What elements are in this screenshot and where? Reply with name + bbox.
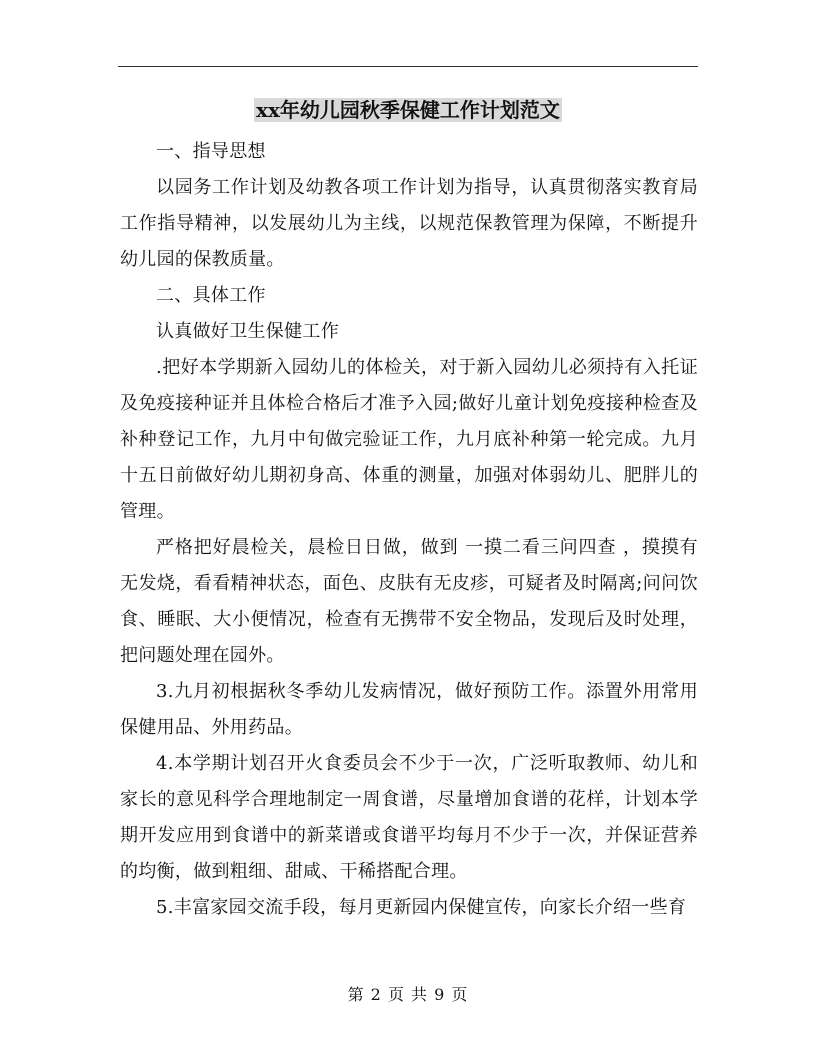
- page-number-footer: 第 2 页 共 9 页: [347, 985, 469, 1004]
- subheading-health-care: 认真做好卫生保健工作: [156, 321, 339, 342]
- paragraph-morning-check: 严格把好晨检关，晨检日日做，做到 一摸二看三问四查 ，摸摸有无发烧，看看精神状态，面色、皮肤有无皮疹，可疑者及时隔离;问问饮食、睡眠、大小便情况，检查有无携带不安全物品，发现后及时处理，把问题处理在园外。: [120, 537, 698, 666]
- paragraph-guiding-thought: 以园务工作计划及幼教各项工作计划为指导，认真贯彻落实教育局工作指导精神，以发展幼儿为主线，以规范保教管理为保障，不断提升幼儿园的保教质量。: [120, 177, 698, 270]
- paragraph-home-communication: 5.丰富家园交流手段，每月更新园内保健宣传，向家长介绍一些育: [156, 897, 687, 918]
- document-body: [120, 134, 698, 926]
- heading-specific-work: 二、具体工作: [156, 285, 266, 306]
- document-title-text: xx年幼儿园秋季保健工作计划范文: [256, 98, 560, 122]
- paragraph-prevention: 3.九月初根据秋冬季幼儿发病情况，做好预防工作。添置外用常用保健用品、外用药品。: [120, 681, 698, 738]
- heading-guiding-thought: 一、指导思想: [156, 141, 266, 162]
- header-rule: [118, 66, 698, 67]
- document-title: [0, 95, 816, 125]
- paragraph-physical-exam: .把好本学期新入园幼儿的体检关，对于新入园幼儿必须持有入托证及免疫接种证并且体检合格后才准予入园;做好儿童计划免疫接种检查及补种登记工作，九月中旬做完验证工作，九月底补种第一轮完成。九月十五日前做好幼儿期初身高、体重的测量，加强对体弱幼儿、肥胖儿的管理。: [120, 357, 698, 522]
- paragraph-meal-committee: 4.本学期计划召开火食委员会不少于一次，广泛听取教师、幼儿和家长的意见科学合理地制定一周食谱，尽量增加食谱的花样，计划本学期开发应用到食谱中的新菜谱或食谱平均每月不少于一次，并保证营养的均衡，做到粗细、甜咸、干稀搭配合理。: [120, 753, 698, 882]
